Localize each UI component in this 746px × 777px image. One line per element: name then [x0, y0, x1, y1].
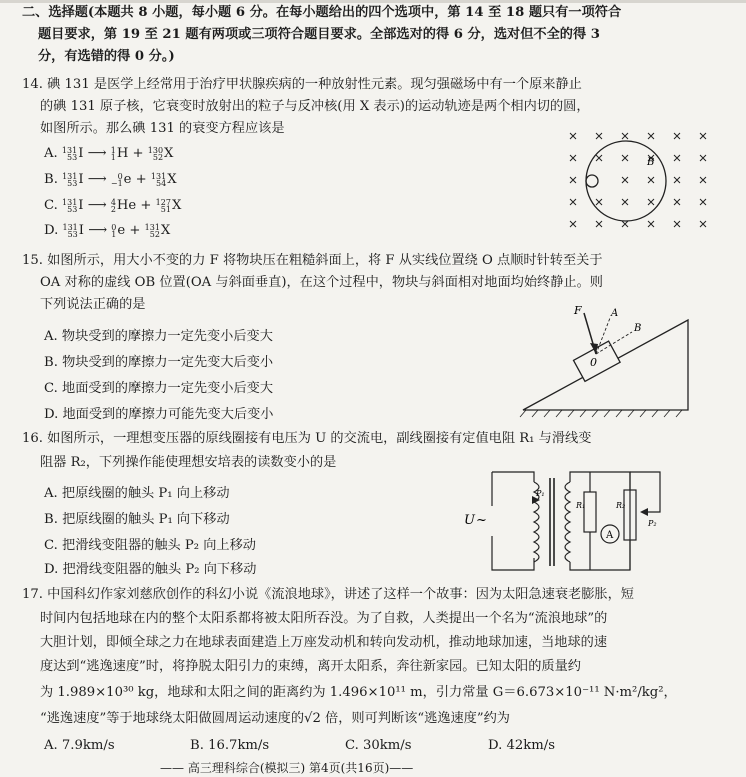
r1-label: R₁	[576, 501, 586, 510]
parent-nuclide-numbers	[62, 147, 77, 161]
p2-arrowhead	[640, 508, 648, 516]
field-cross-mark	[700, 199, 706, 205]
q15-incline-figure	[518, 298, 693, 420]
field-cross-mark	[570, 177, 576, 183]
q15-line2: OA 对称的虚线 OB 位置(OA 与斜面垂直)，在这个过程中，物块与斜面相对地面均始终静止。则	[40, 275, 603, 290]
emitted-particle-numbers	[111, 224, 116, 238]
parent-nuclide-numbers	[62, 199, 77, 213]
recoil-nucleus-mass-number: 130	[147, 145, 164, 155]
parent-nuclide-numbers	[62, 173, 77, 187]
decay-arrow: ⟶	[83, 146, 111, 161]
plus-sign: +	[128, 146, 148, 161]
field-cross-mark	[648, 133, 654, 139]
field-cross-mark	[570, 155, 576, 161]
field-cross-mark	[674, 221, 680, 227]
recoil-nucleus-atomic-number: 52	[152, 152, 164, 162]
emitted-particle-atomic-number: −1	[110, 178, 123, 188]
field-cross-mark	[674, 199, 680, 205]
field-cross-mark	[622, 155, 628, 161]
recoil-nucleus-numbers	[145, 224, 160, 238]
point-b-label: B	[634, 323, 642, 334]
emitted-particle-symbol: e	[123, 172, 132, 187]
q16-line1: 16. 如图所示，一理想变压器的原线圈接有电压为 U 的交流电，副线圈接有定值电阻 R₁ 与滑线变	[22, 431, 592, 446]
emitted-particle	[111, 146, 129, 161]
ground-hatching	[520, 410, 682, 417]
ac-symbol: ~	[476, 513, 487, 528]
q17-option-d: D. 42km/s	[488, 738, 555, 753]
field-cross-mark	[700, 133, 706, 139]
parent-nuclide-symbol: I	[78, 198, 84, 213]
q17-option-a: A. 7.9km/s	[44, 738, 115, 753]
emitted-particle-atomic-number: 1	[111, 229, 117, 239]
q17-line3: 大胆计划，即倾全球之力在地球表面建造上万座发动机和转向发动机，推动地球加速，当地球的速	[40, 635, 608, 650]
plus-sign: +	[131, 172, 151, 187]
emitted-particle-mass-number: 0	[117, 171, 123, 181]
q15-option-a: A. 物块受到的摩擦力一定先变小后变大	[44, 329, 273, 344]
parent-nuclide-symbol: I	[78, 223, 84, 238]
q14-option-a	[44, 146, 173, 161]
emitted-particle-atomic-number: 1	[110, 152, 116, 162]
q16-option-a: A. 把原线圈的触头 P₁ 向上移动	[44, 486, 230, 501]
recoil-nucleus-symbol: X	[164, 146, 174, 161]
option-letter: C.	[44, 198, 63, 213]
secondary-coil	[565, 482, 570, 562]
recoil-nucleus-mass-number: 131	[144, 222, 160, 232]
recoil-nucleus-numbers	[148, 147, 163, 161]
parent-nuclide	[62, 198, 84, 213]
emitted-particle-numbers	[111, 173, 123, 187]
point-o-label: 0	[590, 356, 597, 369]
recoil-nucleus-symbol: X	[160, 223, 171, 238]
option-letter: A.	[44, 146, 62, 161]
plus-sign: +	[136, 198, 156, 213]
recoil-nucleus-mass-number: 131	[150, 171, 167, 181]
section-header-line2: 题目要求，第 19 至 21 题有两项或三项符合题目要求。全部选对的得 6 分，选对但不全的得 3	[38, 27, 600, 42]
emitted-particle-mass-number: 1	[110, 145, 116, 155]
field-cross-mark	[700, 221, 706, 227]
emitted-particle-atomic-number: 2	[110, 204, 116, 214]
parent-nuclide	[62, 172, 84, 187]
emitted-particle-mass-number: 0	[111, 222, 117, 232]
q14-line2: 的碘 131 原子核，它衰变时放射出的粒子与反冲核(用 X 表示)的运动轨迹是两个相内切的圆，	[40, 99, 590, 114]
emitted-particle-symbol: He	[116, 198, 137, 213]
recoil-nucleus-numbers	[156, 199, 171, 213]
recoil-nucleus-symbol: X	[171, 198, 182, 213]
field-cross-mark	[596, 155, 602, 161]
field-cross-mark	[570, 199, 576, 205]
force-f-label: F	[574, 304, 582, 317]
field-cross-mark	[622, 133, 628, 139]
parent-nuclide-mass-number: 131	[62, 222, 78, 232]
q17-option-c: C. 30km/s	[345, 738, 412, 753]
recoil-nucleus	[151, 172, 177, 187]
recoil-nucleus-atomic-number: 52	[149, 229, 160, 239]
recoil-nucleus-symbol: X	[167, 172, 177, 187]
parent-nuclide-mass-number: 131	[62, 171, 78, 181]
parent-nuclide-atomic-number: 53	[67, 204, 78, 214]
field-cross-mark	[596, 221, 602, 227]
primary-wires	[492, 472, 534, 570]
secondary-wires	[570, 472, 630, 570]
page-footer: —— 高三理科综合(模拟三) 第4页(共16页)——	[160, 761, 414, 775]
q14-option-c	[44, 198, 181, 213]
q16-option-c: C. 把滑线变阻器的触头 P₂ 向上移动	[44, 538, 256, 553]
decay-arrow: ⟶	[83, 172, 111, 187]
q14-line3: 如图所示。那么碘 131 的衰变方程应该是	[40, 121, 285, 136]
decay-arrow: ⟶	[83, 198, 111, 213]
emitted-particle-symbol: e	[117, 223, 126, 238]
field-cross-mark	[648, 221, 654, 227]
q14-option-b	[44, 172, 177, 187]
voltage-u-label: U	[464, 513, 475, 528]
q15-option-d: D. 地面受到的摩擦力可能先变大后变小	[44, 407, 274, 422]
q14-option-d	[44, 223, 170, 238]
q17-line5: 为 1.989×10³⁰ kg，地球和太阳之间的距离约为 1.496×10¹¹ m，引力常量 G＝6.673×10⁻¹¹ N·m²/kg²，	[40, 685, 677, 700]
recoil-nucleus	[156, 198, 182, 213]
q16-option-d: D. 把滑线变阻器的触头 P₂ 向下移动	[44, 562, 257, 577]
plus-sign: +	[125, 223, 145, 238]
field-cross-mark	[648, 199, 654, 205]
point-a-label: A	[611, 308, 619, 319]
small-track-circle	[586, 175, 598, 187]
parent-nuclide-atomic-number: 53	[67, 178, 78, 188]
emitted-particle-numbers	[111, 199, 116, 213]
field-cross-mark	[622, 221, 628, 227]
r2-label: R₂	[616, 501, 626, 510]
page-top-shadow	[0, 0, 746, 3]
field-cross-mark	[674, 133, 680, 139]
emitted-particle-mass-number: 4	[110, 197, 116, 207]
parent-nuclide-atomic-number: 53	[67, 229, 78, 239]
option-letter: B.	[44, 172, 63, 187]
q17-option-b: B. 16.7km/s	[190, 738, 270, 753]
q15-line1: 15. 如图所示，用大小不变的力 F 将物块压在粗糙斜面上，将 F 从实线位置绕 O 点顺时针转至关于	[22, 253, 603, 268]
emitted-particle	[111, 198, 136, 213]
emitted-particle	[111, 172, 132, 187]
field-cross-mark	[700, 155, 706, 161]
decay-arrow: ⟶	[84, 223, 112, 238]
field-label-b: B	[647, 157, 655, 168]
parent-nuclide-symbol: I	[78, 172, 84, 187]
parent-nuclide-mass-number: 131	[62, 197, 78, 207]
q17-line2: 时间内包括地球在内的整个太阳系都将被太阳所吞没。为了自救，人类提出一个名为“流浪地球”的	[40, 611, 608, 626]
recoil-nucleus-mass-number: 127	[155, 197, 171, 207]
recoil-nucleus	[145, 223, 171, 238]
slider-wire	[630, 472, 660, 512]
option-letter: D.	[44, 223, 63, 238]
q14-line1: 14. 碘 131 是医学上经常用于治疗甲状腺疾病的一种放射性元素。现匀强磁场中有一个原来静止	[22, 77, 582, 92]
q17-line6: “逃逸速度”等于地球绕太阳做圆周运动速度的√2 倍，则可判断该“逃逸速度”约为	[40, 711, 510, 726]
field-cross-mark	[700, 177, 706, 183]
q15-line3: 下列说法正确的是	[40, 297, 146, 312]
q14-magnetic-field-figure	[563, 128, 713, 238]
q17-line4: 度达到“逃逸速度”时，将挣脱太阳引力的束缚，离开太阳系，奔往新家园。已知太阳的质量约	[40, 659, 581, 674]
recoil-nucleus	[148, 146, 174, 161]
q16-option-b: B. 把原线圈的触头 P₁ 向下移动	[44, 512, 230, 527]
field-cross-mark	[674, 155, 680, 161]
q15-option-b: B. 物块受到的摩擦力一定先变大后变小	[44, 355, 274, 370]
field-cross-mark	[570, 133, 576, 139]
field-cross-mark	[596, 133, 602, 139]
q16-transformer-circuit	[462, 462, 702, 580]
resistor-r1	[584, 492, 596, 532]
recoil-nucleus-atomic-number: 51	[160, 204, 171, 214]
parent-nuclide-mass-number: 131	[61, 145, 78, 155]
p2-label: P₂	[648, 519, 657, 528]
section-header-line1: 二、选择题(本题共 8 小题，每小题 6 分。在每小题给出的四个选项中，第 14 至 18 题只有一项符合	[22, 5, 622, 20]
field-cross-mark	[570, 221, 576, 227]
parent-nuclide-numbers	[63, 224, 78, 238]
field-cross-mark	[622, 199, 628, 205]
field-cross-mark	[596, 199, 602, 205]
parent-nuclide-symbol: I	[78, 146, 84, 161]
field-cross-mark	[648, 177, 654, 183]
recoil-nucleus-atomic-number: 54	[156, 178, 167, 188]
q17-line1: 17. 中国科幻作家刘慈欣创作的科幻小说《流浪地球》，讲述了这样一个故事：因为太阳急速衰老膨胀，短	[22, 587, 634, 602]
emitted-particle	[111, 223, 125, 238]
parent-nuclide-atomic-number: 53	[67, 152, 78, 162]
section-header-line3: 分，有选错的得 0 分。)	[38, 49, 175, 64]
field-cross-mark	[674, 177, 680, 183]
q16-line2: 阻器 R₂，下列操作能使理想安培表的读数变小的是	[40, 455, 337, 470]
q15-option-c: C. 地面受到的摩擦力一定先变小后变大	[44, 381, 274, 396]
parent-nuclide	[62, 146, 84, 161]
parent-nuclide	[63, 223, 85, 238]
recoil-nucleus-numbers	[151, 173, 166, 187]
emitted-particle-symbol: H	[116, 146, 129, 161]
field-cross-mark	[622, 177, 628, 183]
emitted-particle-numbers	[111, 147, 116, 161]
p1-label: P₁	[536, 489, 545, 498]
ammeter-label: A	[606, 530, 614, 541]
